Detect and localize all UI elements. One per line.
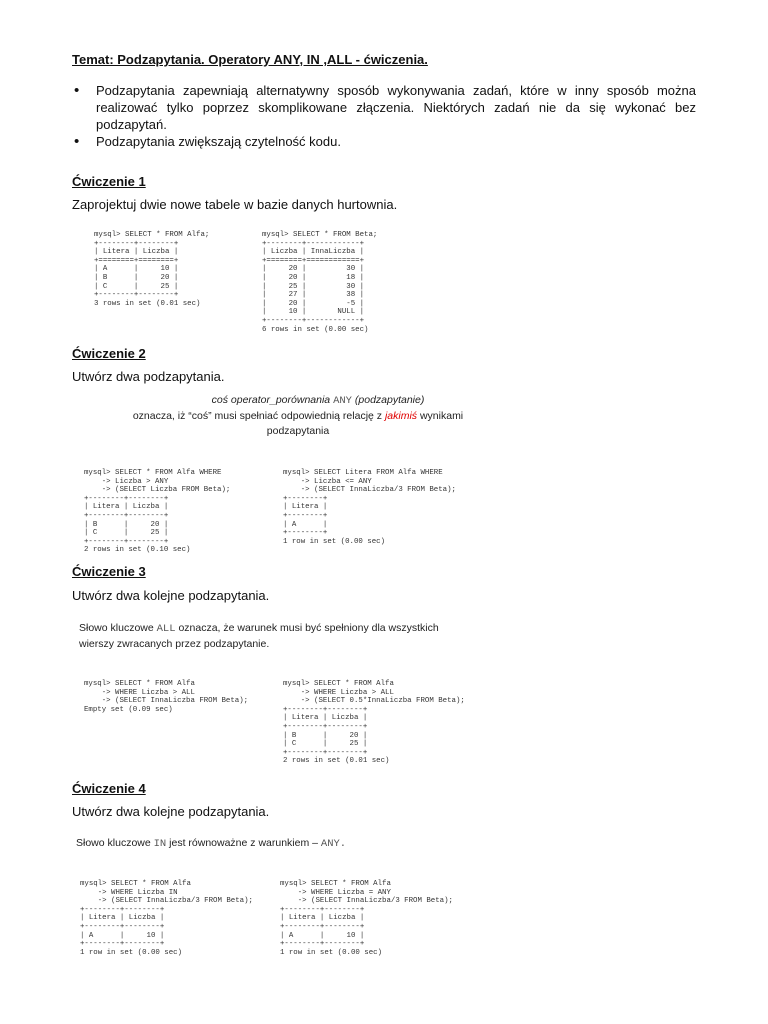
exercise-2-text: Utwórz dwa podzapytania. bbox=[72, 369, 225, 384]
exercise-4-in-note bbox=[76, 836, 496, 852]
bullet-item: • Podzapytania zapewniają alternatywny sposób wykonywania zadań, które w inny sposób można realizować tylko poprzez skomplikowane złączenia. Niektórych zadań nie da się wykonać bez podzapytań. bbox=[72, 82, 696, 133]
note-text: (podzapytanie) bbox=[354, 394, 425, 406]
keyword-any: ANY. bbox=[320, 838, 347, 850]
keyword-any: ANY bbox=[333, 395, 352, 407]
note-text: coś operator_porównania bbox=[211, 394, 331, 406]
exercise-2-code-left: mysql> SELECT * FROM Alfa WHERE -> Liczba > ANY -> (SELECT Liczba FROM Beta); +--------+--------+ | Litera | Liczba | +--------+--------+ | B | 20 | | C | 25 | +--------+--------+ 2 rows in set (0.10 sec) bbox=[84, 469, 231, 555]
keyword-in: IN bbox=[153, 838, 167, 850]
bullet-item: • Podzapytania zwiększają czytelność kodu. bbox=[72, 133, 696, 150]
exercise-3-code-left: mysql> SELECT * FROM Alfa -> WHERE Liczba > ALL -> (SELECT InnaLiczba FROM Beta); Empty set (0.09 sec) bbox=[84, 680, 249, 714]
exercise-1-code-beta: mysql> SELECT * FROM Beta; +--------+------------+ | Liczba | InnaLiczba | +========+============+ | 20 | 30 | | 20 | 18 | | 25 | 30 | | 27 | 38 | | 20 | -5 | | 10 | NULL | +--------+------------+ 6 rows in set (0.00 sec) bbox=[262, 231, 378, 334]
page-title: Temat: Podzapytania. Operatory ANY, IN ,ALL - ćwiczenia. bbox=[72, 52, 428, 67]
note-text: oznacza, iż “coś” musi spełniać odpowiednią relację z bbox=[132, 410, 383, 422]
note-text: wierszy zwracanych przez podzapytanie. bbox=[79, 638, 270, 650]
note-text: oznacza, że warunek musi być spełniony dla wszystkich bbox=[178, 622, 439, 634]
note-text: Słowo kluczowe bbox=[79, 622, 154, 634]
exercise-2-any-note bbox=[98, 393, 498, 439]
keyword-all: ALL bbox=[156, 623, 176, 635]
exercise-4-code-left: mysql> SELECT * FROM Alfa -> WHERE Liczba IN -> (SELECT InnaLiczba/3 FROM Beta); +--------+--------+ | Litera | Liczba | +--------+--------+ | A | 10 | +--------+--------+ 1 row in set (0.00 sec) bbox=[80, 880, 253, 957]
exercise-3-heading: Ćwiczenie 3 bbox=[72, 564, 146, 579]
note-text: wynikami bbox=[419, 410, 464, 422]
exercise-2-code-right: mysql> SELECT Litera FROM Alfa WHERE -> Liczba <= ANY -> (SELECT InnaLiczba/3 FROM Beta); +--------+ | Litera | +--------+ | A | +--------+ 1 row in set (0.00 sec) bbox=[283, 469, 456, 546]
exercise-3-text: Utwórz dwa kolejne podzapytania. bbox=[72, 588, 270, 603]
exercise-3-code-right: mysql> SELECT * FROM Alfa -> WHERE Liczba > ALL -> (SELECT 0.5*InnaLiczba FROM Beta); +--------+--------+ | Litera | Liczba | +--------+--------+ | B | 20 | | C | 25 | +--------+--------+ 2 rows in set (0.01 sec) bbox=[283, 680, 465, 766]
exercise-1-heading: Ćwiczenie 1 bbox=[72, 174, 146, 189]
exercise-4-text: Utwórz dwa kolejne podzapytania. bbox=[72, 804, 270, 819]
note-text: podzapytania bbox=[266, 425, 330, 437]
note-text: Słowo kluczowe bbox=[76, 837, 151, 849]
exercise-4-code-right: mysql> SELECT * FROM Alfa -> WHERE Liczba = ANY -> (SELECT InnaLiczba/3 FROM Beta); +--------+--------+ | Litera | Liczba | +--------+--------+ | A | 10 | +--------+--------+ 1 row in set (0.00 sec) bbox=[280, 880, 453, 957]
note-highlight: jakimiś bbox=[384, 410, 418, 422]
exercise-3-all-note bbox=[79, 621, 499, 652]
exercise-2-heading: Ćwiczenie 2 bbox=[72, 346, 146, 361]
note-text: jest równoważne z warunkiem – bbox=[169, 837, 318, 849]
exercise-4-heading: Ćwiczenie 4 bbox=[72, 781, 146, 796]
exercise-1-text: Zaprojektuj dwie nowe tabele w bazie danych hurtownia. bbox=[72, 197, 398, 212]
exercise-1-code-alfa: mysql> SELECT * FROM Alfa; +--------+--------+ | Litera | Liczba | +========+========+ | A | 10 | | B | 20 | | C | 25 | +--------+--------+ 3 rows in set (0.01 sec) bbox=[94, 231, 210, 308]
intro-bullet-list bbox=[72, 82, 696, 150]
